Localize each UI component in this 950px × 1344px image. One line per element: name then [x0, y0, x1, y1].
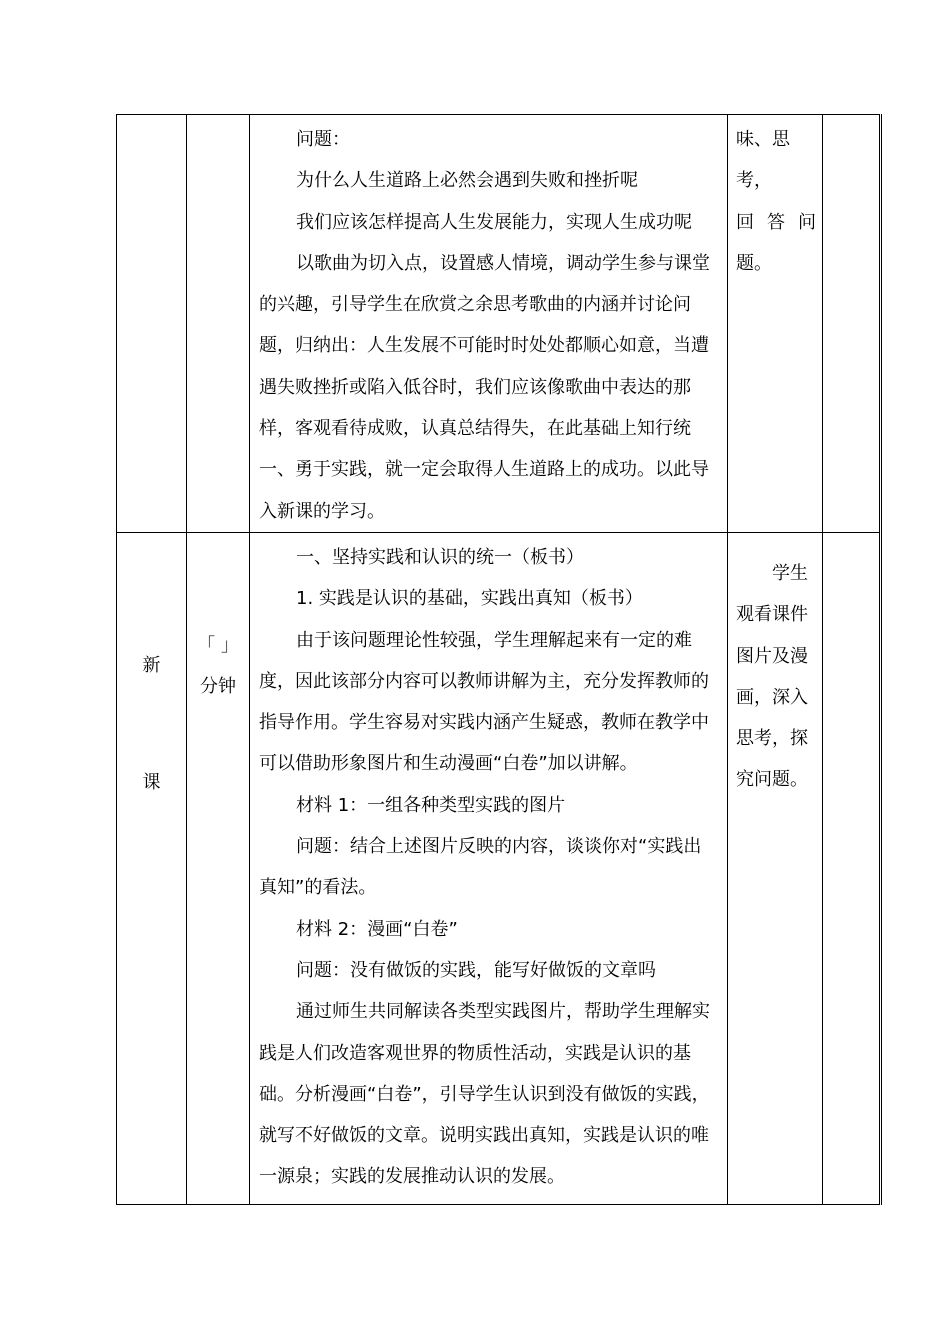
content-paragraph: 以歌曲为切入点，设置感人情境，调动学生参与课堂的兴趣，引导学生在欣赏之余思考歌曲的内涵并讨论问题，归纳出：人生发展不可能时时处处都顺心如意，当遭遇失败挫折或陷入低谷时，我们应该像歌曲中表达的那样，客观看待成败，认真总结得失，在此基础上知行统一、勇于实践，就一定会取得人生道路上的成功。以此导入新课的学习。: [259, 252, 710, 522]
content-cell: [250, 115, 728, 533]
material-item: 材料 2：漫画“白卷”: [296, 918, 458, 940]
content-paragraph: 由于该问题理论性较强，学生理解起来有一定的难度，因此该部分内容可以教师讲解为主，充分发挥教师的指导作用。学生容易对实践内涵产生疑惑，教师在教学中可以借助形象图片和生动漫画“白卷”加以讲解。: [259, 629, 709, 775]
question-item: 问题：结合上述图片反映的内容，谈谈你对“实践出真知”的看法。: [259, 836, 702, 899]
student-activity-cell: [728, 115, 823, 533]
student-activity-cell: [728, 532, 823, 1204]
notes-cell: [823, 532, 881, 1204]
stage-label: 新: [142, 654, 161, 676]
content-paragraph: 我们应该怎样提高人生发展能力，实现人生成功呢: [296, 211, 692, 233]
content-cell: [250, 532, 728, 1204]
student-activity-line: 回 答 问: [736, 211, 816, 233]
student-activity-line: 题。: [736, 252, 772, 274]
section-heading: 一、坚持实践和认识的统一（板书）: [296, 546, 584, 568]
notes-cell: [823, 115, 881, 533]
question-item: 问题：没有做饭的实践，能写好做饭的文章吗: [296, 959, 656, 981]
subsection-heading: 1. 实践是认识的基础，实践出真知（板书）: [296, 588, 643, 610]
stage-cell: [117, 532, 187, 1204]
lesson-plan-table: [116, 114, 882, 1205]
duration-cell: [187, 115, 250, 533]
duration-cell: [187, 532, 250, 1204]
duration-bracket: 「 」: [197, 634, 239, 656]
student-activity-line: 味、思考，: [736, 129, 790, 192]
stage-label: 课: [142, 772, 161, 794]
content-paragraph: 为什么人生道路上必然会遇到失败和挫折呢: [296, 170, 638, 192]
student-activity-text: 学生观看课件图片及漫画，深入思考，探究问题。: [736, 562, 808, 791]
table-row: [117, 532, 881, 1204]
material-item: 材料 1：一组各种类型实践的图片: [296, 794, 566, 816]
content-paragraph: 问题：: [296, 129, 350, 150]
stage-cell: [117, 115, 187, 533]
duration-unit: 分钟: [200, 676, 236, 698]
table-row: [117, 115, 881, 533]
content-paragraph: 通过师生共同解读各类型实践图片，帮助学生理解实践是人们改造客观世界的物质性活动，实践是认识的基础。分析漫画“白卷”，引导学生认识到没有做饭的实践，就写不好做饭的文章。说明实践出真知，实践是认识的唯一源泉；实践的发展推动认识的发展。: [259, 1001, 710, 1188]
